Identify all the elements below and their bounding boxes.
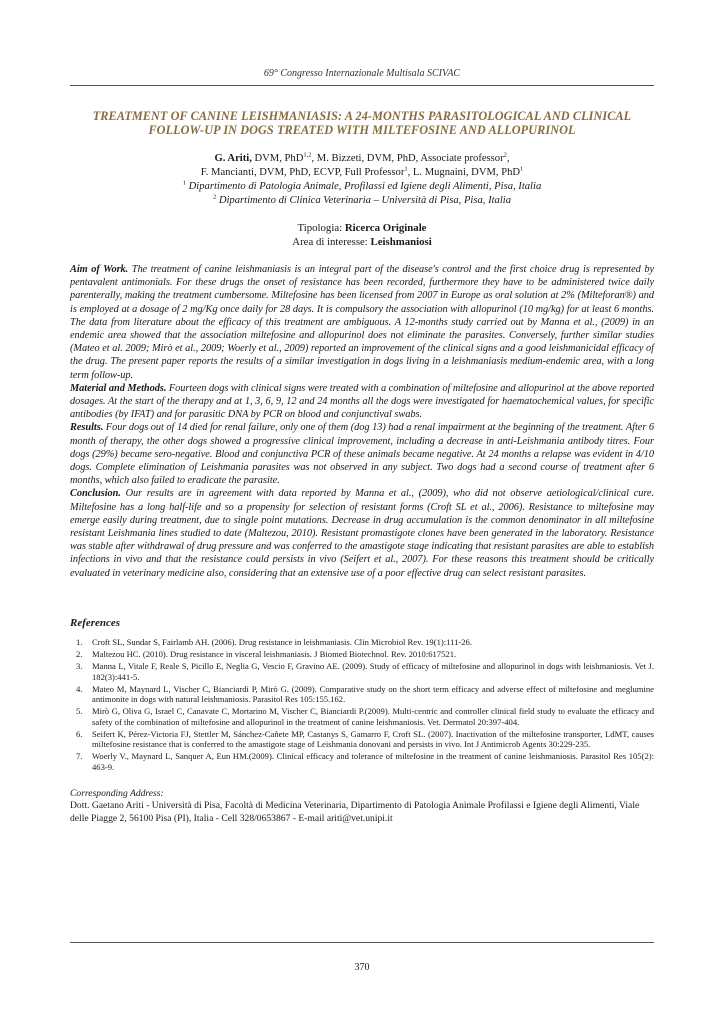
affiliation-2 xyxy=(70,194,654,208)
affiliation-2-text: Dipartimento di Clinica Veterinaria – Università di Pisa, Pisa, Italia xyxy=(216,195,512,206)
reference-item xyxy=(70,661,654,682)
reference-text: Manna L, Vitale F, Reale S, Picillo E, Neglia G, Vescio F, Gravino AE. (2009). Study of efficacy of miltefosine and allopurinol in dogs with leishmaniosis. Vet J. 182(3):441-5. xyxy=(92,660,654,682)
first-author-credentials: DVM, PhD xyxy=(251,153,304,164)
typology-line xyxy=(70,221,654,235)
references-list xyxy=(70,637,654,774)
reference-item xyxy=(70,684,654,705)
reference-number: 6. xyxy=(76,728,83,739)
author-line-1 xyxy=(70,152,654,166)
reference-text: Seifert K, Pérez-Victoria FJ, Stettler M, Sánchez-Cañete MP, Castanys S, Gamarro F, Croft SL. (2007). Inactivation of the miltefosine transporter, LdMT, causes miltefosine resistance that is conferred to the amastigote stage of Leishmania donovani and persists in vivo. Int J Antimicrob Agents 30:229-235. xyxy=(92,728,654,750)
aim-text: The treatment of canine leishmaniasis is an integral part of the disease's control and the first choice drug is represented by pentavalent antimonials. For these drugs the onset of resistance has been recorded, furthermore they have to be administered twice daily parenterally, making the treatment cumbersome. Miltefosine has been licensed from 2007 in Europe as oral solution at 2% (Milteforan®) and is employed at a dosage of 2 mg/Kg once daily for 28 days. It is compulsory the association with allopurinol (10 mg/kg) for at least 6 months. The data from literature about the efficacy of this treatment are ambiguous. A 12-months study carried out by Manna et al., (2009) in an endemic area showed that the association miltefosine and allopurinol does not eliminate the parasites. Conversely, further similar studies (Mateo et al. 2009; Mirò et al., 2009; Woerly et al., 2009) reported an improvement of the clinical signs and a good leishmanicidal efficacy of the drug. The present paper reports the results of a similar investigation in dogs living in a leishmaniasis medium-endemic area, with a long term follow-up. xyxy=(70,264,654,381)
conclusion-text: Our results are in agreement with data reported by Manna et al., (2009), who did not observe aetiological/clinical cure. Miltefosine has a long half-life and so a propensity for selection of resistant forms (Croft SL et al., 2006). Resistance to miltefosine may emerge easily during treatment, due to single point mutations. Decrease in drug accumulation is the common denominator in all miltefosine resistant Leishmania lines studied to date (Maltezou, 2010). Resistant promastigote clones have been generated in the laboratory. Resistance was stable after withdrawal of drug pressure and was conferred to the amastigote stage indicating that resistant parasites are able to establish infections in vivo and that the resistance could persists in vivo (Seifert et al., 2007). For these reasons this treatment should be critically evaluated in veterinary medicine also, considering that an extensive use of a poor effective drug can select resistant parasites. xyxy=(70,488,654,579)
area-value: Leishmaniosi xyxy=(370,236,432,248)
reference-item xyxy=(70,729,654,750)
aim-label: Aim of Work. xyxy=(70,264,129,275)
affiliation-marker: 1,2 xyxy=(303,151,312,159)
article-title xyxy=(80,109,644,137)
reference-number: 2. xyxy=(76,648,83,659)
reference-number: 7. xyxy=(76,751,83,762)
reference-item xyxy=(70,637,654,648)
footer-rule xyxy=(70,942,654,943)
author-block xyxy=(70,152,654,208)
first-author-name: G. Ariti, xyxy=(214,153,252,164)
abstract-results xyxy=(70,421,654,487)
page-number: 370 xyxy=(354,962,370,973)
abstract-aim xyxy=(70,263,654,382)
corresponding-address-text: Dott. Gaetano Ariti - Università di Pisa, Facoltà di Medicina Veterinaria, Dipartimento di Patologia Animale Profilassi e Igiene degli Alimenti, Viale delle Piagge 2, 56100 Pisa (PI), Italia - Cell 328/0653867 - E-mail ariti@vet.unipi.it xyxy=(70,800,640,824)
methods-label: Material and Methods. xyxy=(70,382,167,394)
results-text: Four dogs out of 14 died for renal failure, only one of them (dog 13) had a renal impairment at the beginning of the treatment. After 6 month of therapy, the other dogs showed a progressive clinical improvement, including a decrease in anti-Leishmania antibody titres. Four dogs (29%) became sero-negative. Blood and conjunctiva PCR of these animals became negative. At 24 months a relapse was evident in 4/10 dogs. Complete elimination of Leishmania parasites was not observed in any subject. Two dogs had a second course of treatment after 6 months, which also failed to eradicate the parasite. xyxy=(70,422,654,487)
typology-block xyxy=(70,221,654,249)
results-label: Results. xyxy=(70,422,104,434)
abstract-conclusion xyxy=(70,487,654,579)
abstract xyxy=(70,263,654,580)
reference-text: Croft SL, Sundar S, Fairlamb AH. (2006). Drug resistance in leishmaniasis. Clin Microbiol Rev. 19(1):111-26. xyxy=(92,637,472,647)
second-author: , M. Bizzeti, DVM, PhD, Associate professor xyxy=(311,153,504,164)
affiliation-marker: 1 xyxy=(182,179,186,187)
area-label: Area di interesse: xyxy=(292,236,371,248)
corresponding-address-heading: Corresponding Address: xyxy=(70,788,164,799)
conclusion-label: Conclusion. xyxy=(70,488,121,500)
third-author: F. Mancianti, DVM, PhD, ECVP, Full Professor xyxy=(200,167,405,178)
typology-value: Ricerca Originale xyxy=(344,222,427,234)
affiliation-1 xyxy=(70,180,654,194)
reference-item xyxy=(70,706,654,727)
abstract-methods xyxy=(70,382,654,422)
reference-item xyxy=(70,751,654,772)
running-header: 69° Congresso Internazionale Multisala SCIVAC xyxy=(263,68,461,79)
affiliation-marker: 2 xyxy=(212,193,217,201)
affiliation-marker: 2 xyxy=(503,151,507,159)
reference-text: Mirò G, Oliva G, Israel C, Canavate C, Mortarino M, Vischer C, Bianciardi P.(2009). Multi-centric and controller clinical field study to evaluate the efficacy and safety of the combination of miltefosine and allopurinol in the treatment of canine leishmaniosis. Vet. Dermatol 20:397-404. xyxy=(92,706,654,727)
reference-number: 5. xyxy=(76,706,83,717)
author-separator: , xyxy=(506,153,510,164)
reference-number: 1. xyxy=(76,637,83,647)
reference-number: 4. xyxy=(76,683,83,694)
fourth-author: , L. Mugnaini, DVM, PhD xyxy=(407,167,521,178)
affiliation-marker: 1 xyxy=(404,165,408,173)
reference-number: 3. xyxy=(76,660,83,671)
affiliation-marker: 1 xyxy=(520,165,524,173)
references-heading: References xyxy=(70,617,121,629)
typology-label: Tipologia: xyxy=(297,222,345,234)
article-title-line-1: TREATMENT OF CANINE LEISHMANIASIS: A 24-MONTHS PARASITOLOGICAL AND CLINICAL xyxy=(92,109,632,123)
reference-text: Mateo M, Maynard L, Vischer C, Bianciardi P, Mirò G. (2009). Comparative study on the short term efficacy and adverse effect of miltefosine and meglumine antimonite in dogs with natural leishmaniosis. Parasitol Res 105:155.162. xyxy=(92,683,654,705)
author-line-2 xyxy=(70,166,654,180)
header-rule xyxy=(70,85,654,86)
methods-text: Fourteen dogs with clinical signs were treated with a combination of miltefosine and allopurinol at the above reported dosages. At the start of the therapy and at 1, 3, 6, 9, 12 and 24 months all the dogs were investigated for haematochemical values, for specific antibodies (by IFAT) and for parasitic DNA by PCR on blood and conjunctival swabs. xyxy=(70,382,655,421)
reference-text: Maltezou HC. (2010). Drug resistance in visceral leishmaniasis. J Biomed Biotechnol. Rev. 2010:617521. xyxy=(92,648,457,659)
affiliation-1-text: Dipartimento di Patologia Animale, Profilassi ed Igiene degli Alimenti, Pisa, Italia xyxy=(185,181,542,192)
area-line xyxy=(70,235,654,249)
article-title-line-2: FOLLOW-UP IN DOGS TREATED WITH MILTEFOSINE AND ALLOPURINOL xyxy=(148,123,576,137)
reference-text: Woerly V., Maynard L, Sanquer A, Eun HM.(2009). Clinical efficacy and tolerance of miltefosine in the treatment of canine leishmaniosis. Parasitol Res 105(2): 463-9. xyxy=(92,751,654,772)
reference-item xyxy=(70,649,654,660)
